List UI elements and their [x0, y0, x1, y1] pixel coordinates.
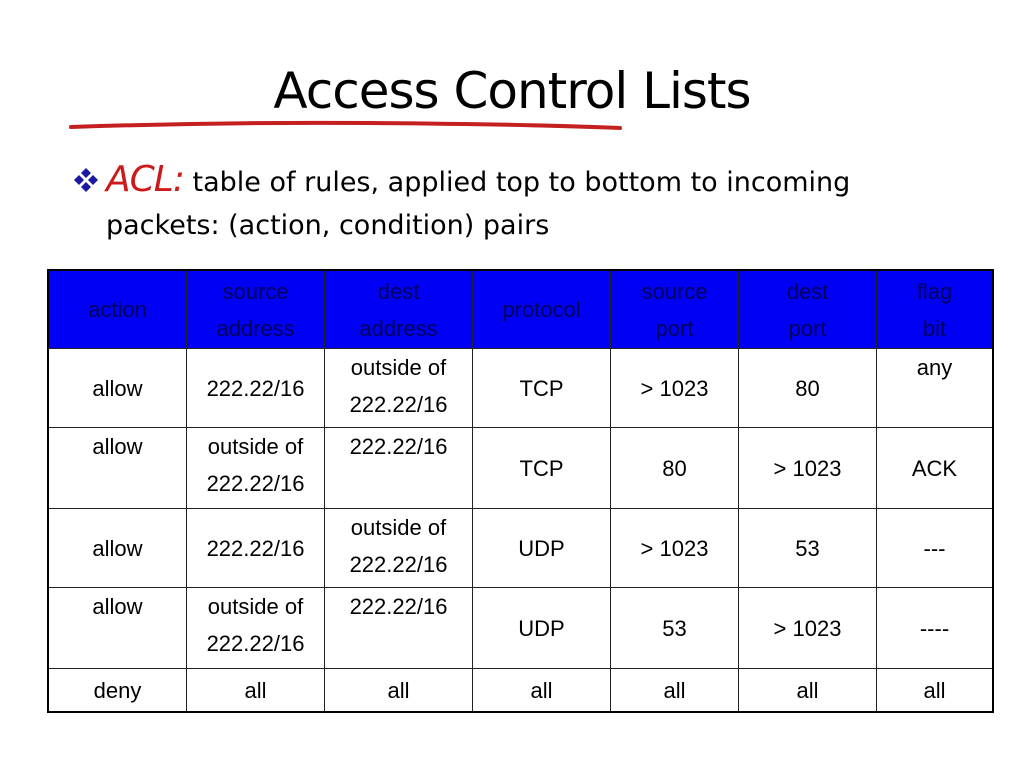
cell: any [877, 349, 994, 428]
cell: allow [48, 349, 187, 428]
cell: outside of 222.22/16 [325, 349, 473, 428]
table-row [48, 349, 993, 428]
header-row [48, 270, 993, 349]
cell: > 1023 [611, 349, 739, 428]
diamond-bullet-icon [72, 166, 100, 194]
cell: all [325, 669, 473, 713]
cell: ---- [877, 588, 994, 669]
table-row [48, 509, 993, 588]
cell: TCP [473, 428, 611, 509]
cell: 222.22/16 [325, 428, 473, 509]
cell: allow [48, 588, 187, 669]
cell: 222.22/16 [325, 588, 473, 669]
header-source-address: source address [187, 270, 325, 349]
header-action: action [48, 270, 187, 349]
title-underline [68, 118, 628, 134]
bullet-line-2: packets: (action, condition) pairs [106, 210, 550, 241]
cell: > 1023 [739, 428, 877, 509]
table-row [48, 428, 993, 509]
cell: TCP [473, 349, 611, 428]
header-dest-address: dest address [325, 270, 473, 349]
acl-table [47, 269, 994, 713]
cell: all [473, 669, 611, 713]
cell: allow [48, 428, 187, 509]
cell: outside of 222.22/16 [187, 428, 325, 509]
table-row [48, 588, 993, 669]
cell: ACK [877, 428, 994, 509]
cell: --- [877, 509, 994, 588]
cell: UDP [473, 588, 611, 669]
bullet-line-1: table of rules, applied top to bottom to incoming [183, 167, 851, 198]
header-source-port: source port [611, 270, 739, 349]
cell: 53 [611, 588, 739, 669]
cell: allow [48, 509, 187, 588]
cell: all [611, 669, 739, 713]
header-protocol: protocol [473, 270, 611, 349]
header-dest-port: dest port [739, 270, 877, 349]
cell: deny [48, 669, 187, 713]
cell: > 1023 [611, 509, 739, 588]
cell: outside of 222.22/16 [325, 509, 473, 588]
cell: 222.22/16 [187, 509, 325, 588]
bullet-text [106, 158, 906, 247]
cell: 53 [739, 509, 877, 588]
header-flag-bit: flag bit [877, 270, 994, 349]
cell: > 1023 [739, 588, 877, 669]
cell: 80 [611, 428, 739, 509]
cell: 80 [739, 349, 877, 428]
cell: outside of 222.22/16 [187, 588, 325, 669]
acl-term: ACL: [106, 159, 184, 200]
slide-title: Access Control Lists [273, 62, 751, 120]
cell: all [877, 669, 994, 713]
cell: 222.22/16 [187, 349, 325, 428]
table-row [48, 669, 993, 713]
cell: all [739, 669, 877, 713]
cell: UDP [473, 509, 611, 588]
cell: all [187, 669, 325, 713]
